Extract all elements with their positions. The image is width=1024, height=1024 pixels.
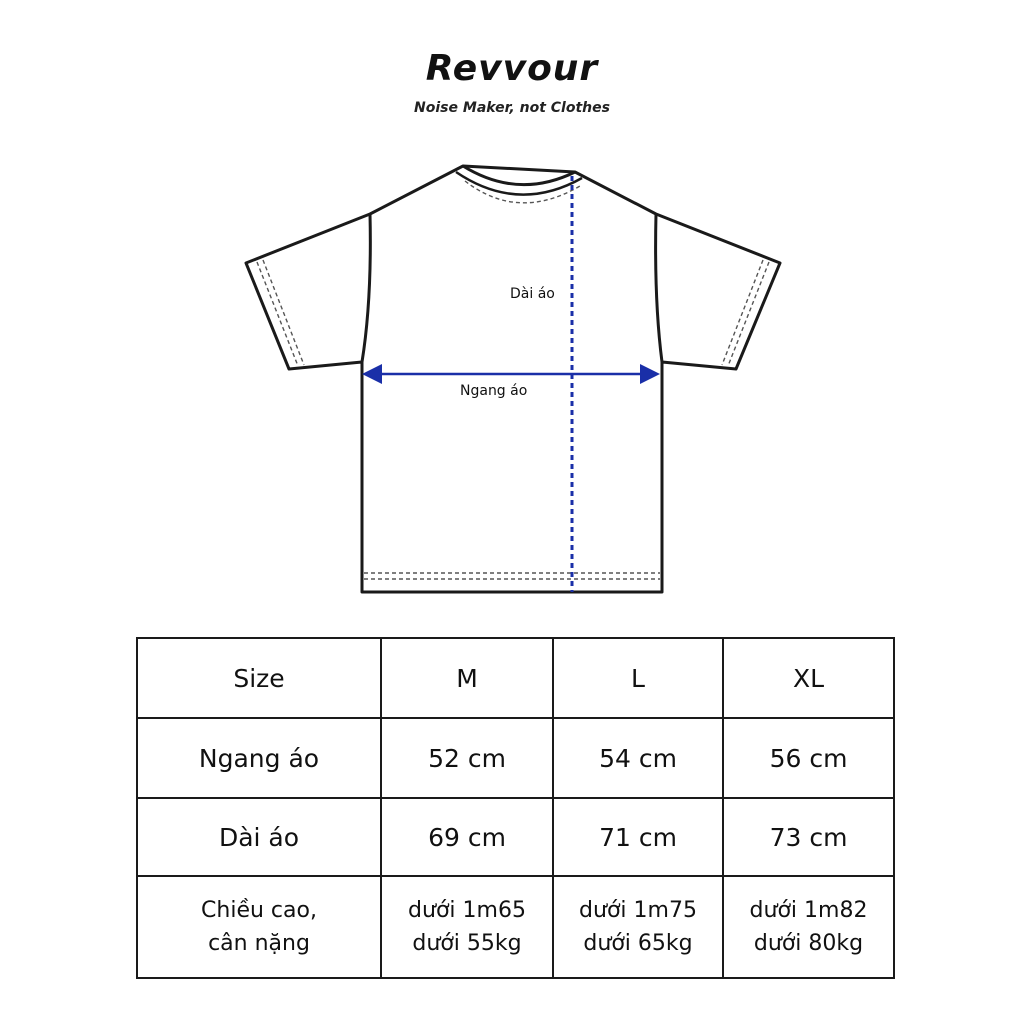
body-m-height: dưới 1m65 <box>408 898 526 923</box>
brand-name: Revvour <box>425 48 599 89</box>
row-label-width: Ngang áo <box>137 718 381 798</box>
body-label-line-2: cân nặng <box>208 931 310 956</box>
row-label-body <box>137 876 381 978</box>
size-table <box>136 637 895 979</box>
tshirt-outline <box>246 166 780 592</box>
length-xl: 73 cm <box>723 798 894 876</box>
table-row <box>137 798 894 876</box>
header-m: M <box>381 638 553 718</box>
length-l: 71 cm <box>553 798 723 876</box>
brand-tagline: Noise Maker, not Clothes <box>414 100 610 116</box>
width-xl: 56 cm <box>723 718 894 798</box>
table-header-row <box>137 638 894 718</box>
length-label: Dài áo <box>510 286 555 302</box>
length-m: 69 cm <box>381 798 553 876</box>
body-m-weight: dưới 55kg <box>412 931 522 956</box>
body-m <box>381 876 553 978</box>
body-l-height: dưới 1m75 <box>579 898 697 923</box>
body-l <box>553 876 723 978</box>
table-row <box>137 718 894 798</box>
body-xl <box>723 876 894 978</box>
row-label-length: Dài áo <box>137 798 381 876</box>
header-size: Size <box>137 638 381 718</box>
body-label-line-1: Chiều cao, <box>201 898 317 923</box>
header-l: L <box>553 638 723 718</box>
body-xl-weight: dưới 80kg <box>753 931 864 956</box>
table-row <box>137 876 894 978</box>
body-l-weight: dưới 65kg <box>583 931 693 956</box>
width-label: Ngang áo <box>460 383 528 399</box>
width-m: 52 cm <box>381 718 553 798</box>
body-xl-height: dưới 1m82 <box>749 898 868 923</box>
width-l: 54 cm <box>553 718 723 798</box>
header-xl: XL <box>723 638 894 718</box>
